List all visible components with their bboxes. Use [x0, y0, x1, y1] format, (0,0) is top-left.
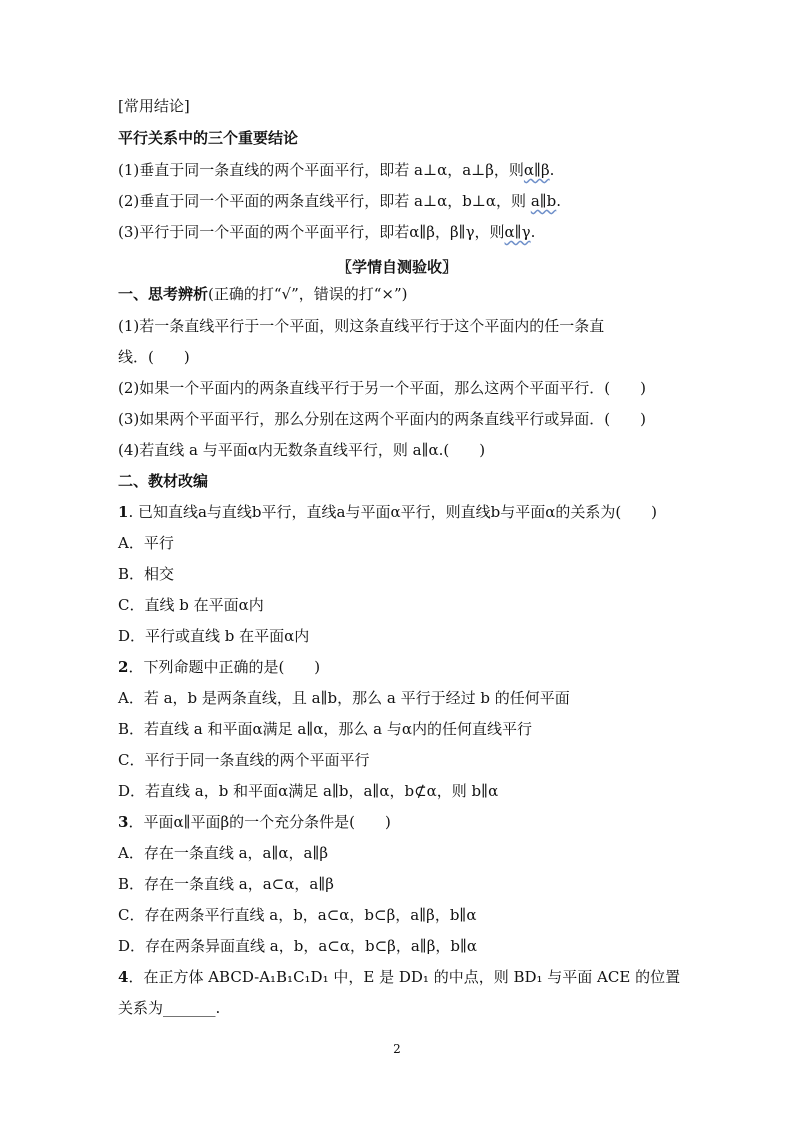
option: D．平行或直线 b 在平面α内 — [118, 627, 310, 645]
page-number: 2 — [393, 1042, 401, 1056]
judgement-item: (1)若一条直线平行于一个平面，则这条直线平行于这个平面内的任一条直 — [118, 317, 605, 335]
judgement-item: (2)如果一个平面内的两条直线平行于另一个平面，那么这两个平面平行．( ) — [118, 379, 646, 397]
option: C．平行于同一条直线的两个平面平行 — [118, 751, 370, 769]
question-4-stem: 4．在正方体 ABCD-A₁B₁C₁D₁ 中，E 是 DD₁ 的中点，则 BD₁ 与平面 ACE 的位置 — [118, 968, 681, 986]
option: C．直线 b 在平面α内 — [118, 596, 264, 614]
answer-mark: α∥β — [523, 161, 550, 179]
option: B．若直线 a 和平面α满足 a∥α，那么 a 与α内的任何直线平行 — [118, 720, 533, 738]
option: B．存在一条直线 a，a⊂α，a∥β — [118, 875, 334, 893]
section-banner: 〖学情自测验收〗 — [336, 258, 457, 276]
judgement-item: (3)如果两个平面平行，那么分别在这两个平面内的两条直线平行或异面．( ) — [118, 410, 646, 428]
conclusions-title: 平行关系中的三个重要结论 — [118, 129, 299, 147]
option: D．存在两条异面直线 a，b，a⊂α，b⊂β，a∥β，b∥α — [118, 937, 478, 955]
conclusion-item: (1)垂直于同一条直线的两个平面平行，即若 a⊥α，a⊥β，则α∥β. — [118, 161, 555, 179]
option: A．存在一条直线 a，a∥α，a∥β — [118, 844, 329, 862]
option: C．存在两条平行直线 a，b，a⊂α，b⊂β，a∥β，b∥α — [118, 906, 477, 924]
option: A．若 a，b 是两条直线，且 a∥b，那么 a 平行于经过 b 的任何平面 — [118, 689, 570, 707]
option: B．相交 — [118, 565, 175, 583]
answer-mark: α∥γ — [504, 223, 531, 241]
conclusion-item: (3)平行于同一个平面的两个平面平行，即若α∥β，β∥γ，则α∥γ. — [118, 223, 536, 241]
judgement-item: (4)若直线 a 与平面α内无数条直线平行，则 a∥α.( ) — [118, 441, 486, 459]
question-4-blank: 关系为_______. — [118, 999, 221, 1017]
option: D．若直线 a，b 和平面α满足 a∥b，a∥α，b⊄α，则 b∥α — [118, 782, 499, 800]
answer-mark: a∥b — [530, 192, 557, 210]
section1-title: 一、思考辨析(正确的打“√”，错误的打“×”) — [118, 285, 408, 303]
question-2-stem: 2．下列命题中正确的是( ) — [118, 658, 321, 676]
option: A．平行 — [118, 534, 174, 552]
section2-title: 二、教材改编 — [118, 472, 209, 490]
question-3-stem: 3．平面α∥平面β的一个充分条件是( ) — [118, 813, 391, 831]
question-1-stem: 1. 已知直线a与直线b平行，直线a与平面α平行，则直线b与平面α的关系为( ) — [118, 503, 658, 521]
conclusions-header: [常用结论] — [118, 97, 190, 115]
conclusion-item: (2)垂直于同一个平面的两条直线平行，即若 a⊥α，b⊥α，则 a∥b. — [118, 192, 562, 210]
judgement-item: 线．( ) — [118, 348, 190, 366]
